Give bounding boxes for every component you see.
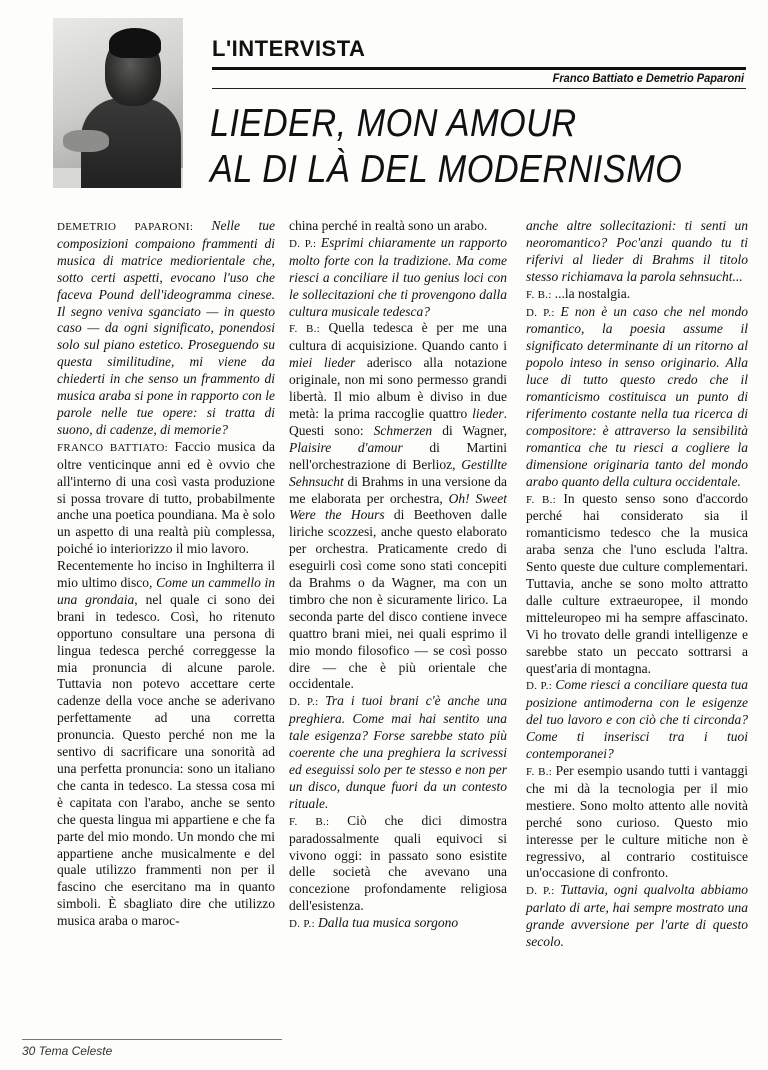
text-column-1	[57, 218, 275, 930]
paragraph	[526, 304, 748, 491]
paragraph	[526, 882, 748, 951]
paragraph	[57, 218, 275, 439]
answer-text: Ciò che dici dimostra paradossalmente quali equivoci si vivono oggi: in passato sono esistite delle società che avevano una concezione profondamente religiosa dell'esistenza.	[289, 812, 507, 914]
question-text: anche altre sollecitazioni: ti senti un neoromantico? Poc'anzi quando tu ti riferivi al lieder di Brahms il titolo stesso richiamava la parola sehnsucht...	[526, 218, 748, 284]
speaker-label: F. B.:	[526, 288, 555, 301]
section-label: L'INTERVISTA	[212, 36, 366, 61]
answer-text: di Wagner,	[432, 422, 507, 438]
album-title: Come un cammello in una grondaia	[57, 575, 275, 607]
answer-text: Per esempio usando tutti i vantaggi che mi dà la tecnologia per il mio mestiere. Sono molto attento alle novità perché sono curioso. Questo mio interesse per le culture mitiche non è regressivo, al contrario costituisce un'occasione di confronto.	[526, 763, 748, 881]
text-column-2	[289, 218, 507, 933]
answer-text: Recentemente ho inciso in Inghilterra il mio ultimo disco,	[57, 558, 275, 591]
speaker-label: F. B.:	[289, 815, 348, 828]
text-column-3	[526, 218, 748, 951]
work-title: Oh! Sweet Were the Hours	[289, 490, 508, 523]
paragraph	[57, 558, 275, 930]
paragraph	[289, 813, 507, 915]
header-rule-thick	[212, 67, 746, 70]
page-footer: 30 Tema Celeste	[22, 1044, 113, 1058]
work-title: Schmerzen	[373, 422, 433, 438]
speaker-label: F. B.:	[526, 493, 564, 506]
work-title: Gestillte Sehnsucht	[289, 456, 507, 489]
answer-text: . Questi sono:	[289, 405, 507, 438]
question-text: E non è un caso che nel mondo romantico, la poesia assume il significato determinante di un ritorno al popolo inteso in senso originario. Alla luce di tutto questo credo che il romanticismo costituisca un punto di riferimento costante nella tua ricerca di compositore: è attraverso la sensibilità romantica che tu riesci a cogliere la dimensione originaria tanto del mondo arabo quanto della cultura occidentale.	[526, 303, 748, 489]
paragraph	[526, 677, 748, 763]
speaker-label: DEMETRIO PAPARONI:	[57, 221, 212, 233]
answer-text: In questo senso sono d'accordo perché hai considerato sia il romanticismo tedesco che la musica araba senza che l'uno escluda l'altra. Sento queste due culture complementari. Tuttavia, anche se sono molto attratto dalle culture extraeuropee, il mondo mitteleuropeo mi ha sempre affascinato. Vi ho trovato delle grandi intelligenze e sarebbe stato un peccato sottrarsi a quest'aria di montagna.	[526, 490, 748, 676]
paragraph	[526, 763, 748, 882]
paragraph	[526, 218, 748, 286]
paragraph	[289, 693, 507, 812]
question-text: Tuttavia, ogni qualvolta abbiamo parlato di arte, hai sempre mostrato una grande avversione per l'arte di questo secolo.	[526, 882, 748, 950]
answer-text: di Beethoven dalle liriche scozzesi, anche questo elaborato per orchestra. Praticamente credo di eseguirli così come sono stati concepiti da Brahms o da Wagner, ma con un timbro che non è sicuramente lirico. La seconda parte del disco contiene invece quattro brani miei, nei quali esprimo il mio mondo filosofico — se così posso dire — che è più orientale che occidentale.	[289, 507, 507, 692]
paragraph	[289, 915, 507, 933]
work-title: miei lieder	[289, 355, 356, 371]
speaker-label: F. B.:	[289, 323, 329, 336]
answer-text: di Martini nell'orchestrazione di Berlioz,	[289, 439, 507, 472]
portrait-photo	[53, 18, 183, 188]
speaker-label: D. P.:	[526, 680, 556, 693]
article-title	[210, 101, 682, 193]
footer-rule	[22, 1039, 282, 1040]
title-line-2: AL DI LÀ DEL MODERNISMO	[210, 148, 683, 191]
paragraph	[526, 491, 748, 678]
question-text: Dalla tua musica sorgono	[318, 915, 459, 931]
speaker-label: D. P.:	[289, 696, 326, 709]
speaker-label: D. P.:	[289, 918, 318, 931]
paragraph	[526, 286, 748, 304]
speaker-label: FRANCO BATTIATO:	[57, 441, 175, 454]
speaker-label: F. B.:	[526, 766, 556, 778]
work-title: Plaisire d'amour	[289, 439, 403, 455]
photo-hand-shape	[63, 130, 109, 152]
work-title: lieder	[472, 405, 504, 421]
answer-text: Faccio musica da oltre venticinque anni ed è ovvio che all'interno di una così vasta produzione si possa trovare di tutto, probabilmente anche una poetica poundiana. Ma è solo un aspetto di una realtà più complessa, poiché io interiorizzo il mio lavoro.	[57, 438, 275, 557]
answer-text: aderisco alla notazione originale, non mi sono permesso grandi libertà. Il mio album è diviso in due metà: la prima raccoglie quattro	[289, 355, 507, 421]
answer-text: ...la nostalgia.	[554, 285, 631, 301]
answer-text: di Brahms in una versione da me elaborata per orchestra,	[289, 473, 507, 506]
paragraph	[57, 439, 275, 558]
answer-text: Quella tedesca è per me una cultura di acquisizione. Quando canto i	[289, 320, 507, 354]
authors-line: Franco Battiato e Demetrio Paparoni	[552, 71, 744, 85]
speaker-label: D. P.:	[526, 885, 561, 898]
question-text: Esprimi chiaramente un rapporto molto forte con la tradizione. Ma come riesci a conciliare il tuo genius loci con le sollecitazioni che ti provengono dalla cultura musicale tedesca?	[289, 234, 508, 319]
question-text: Come riesci a conciliare questa tua posizione antimoderna con le esigenze del tuo lavoro e con ciò che ti circonda? Come ti inserisci tra i tuoi contemporanei?	[526, 677, 749, 762]
question-text: Tra i tuoi brani c'è anche una preghiera. Come mai hai sentito una tale esigenza? Forse sarebbe stato più coerente che una preghiera la scrivessi ed eseguissi solo per te stesso e non per un disco, dunque fuori da un contesto rituale.	[289, 693, 507, 811]
answer-text: china perché in realtà sono un arabo.	[289, 218, 488, 233]
speaker-label: D. P.:	[289, 237, 321, 250]
photo-hair-shape	[109, 28, 161, 58]
title-line-1: LIEDER, MON AMOUR	[210, 102, 577, 145]
paragraph	[289, 218, 507, 235]
question-text: Nelle tue composizioni compaiono frammenti di musica di matrice mediorientale che, sotto certi aspetti, evocano l'uso che faceva Pound dell'ideogramma cinese. Il segno veniva sganciato — in questo caso — da ogni significato, ponendosi solo sul piano estetico. Proseguendo su questa similitudine, mi viene da chiederti in che senso un frammento di musica araba si pone in rapporto con le parole nelle tue opere: si tratta di suono, di cadenze, di memorie?	[57, 218, 275, 437]
header-rule-thin	[212, 88, 746, 89]
paragraph	[289, 320, 507, 693]
answer-text: , nel quale ci sono dei brani in tedesco. Così, ho ritenuto opportuno consultare una persona di lingua tedesca perché correggesse la mia pronuncia di alcune parole. Tuttavia non potevo accettare certe cadenze della voce anche se aderivano perfettamente ad una corretta pronuncia. Questo perché non me la sentivo di sacrificare una sonorità ad una perfetta pronuncia: sono un italiano che canta in tedesco. La stessa cosa mi è capitata con l'arabo, anche se sento che questa lingua mi appartiene e che fa parte del mio mondo. Un mondo che mi appartiene anche musicalmente e del quale utilizzo frammenti non per il fascino che esercitano ma in quanto simboli. È sbagliato dire che utilizzo musica araba o maroc-	[57, 591, 276, 929]
paragraph	[289, 235, 507, 321]
speaker-label: D. P.:	[526, 306, 561, 319]
